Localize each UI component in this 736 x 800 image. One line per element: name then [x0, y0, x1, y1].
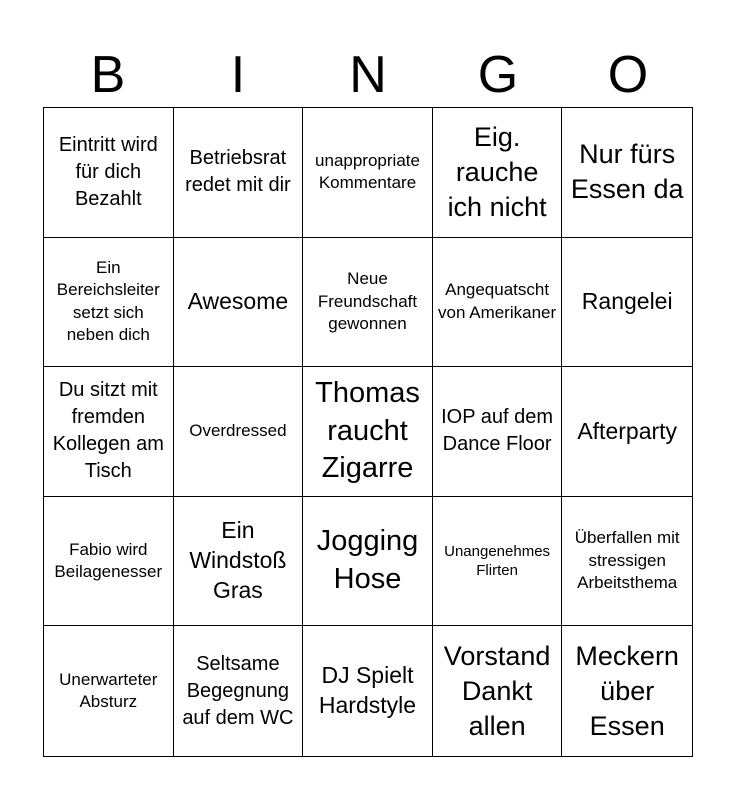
- bingo-cell[interactable]: [562, 367, 692, 497]
- bingo-cell[interactable]: [174, 497, 304, 627]
- header-letter-b: B: [90, 46, 126, 104]
- bingo-cell-text: unappropriate Kommentare: [315, 150, 420, 193]
- bingo-cell-text: Nur fürs Essen da: [570, 139, 684, 205]
- bingo-cell[interactable]: [303, 367, 433, 497]
- bingo-cell-text: Überfallen mit stressigen Arbeitsthema: [574, 528, 680, 593]
- header-letter-g: G: [477, 46, 519, 104]
- bingo-cell-text: Afterparty: [577, 417, 678, 444]
- bingo-cell[interactable]: [562, 626, 692, 756]
- bingo-cell-text: Eig. rauche ich nicht: [447, 121, 547, 222]
- bingo-cell[interactable]: [433, 238, 563, 368]
- bingo-cell-text: Overdressed: [189, 421, 287, 441]
- bingo-cell-text: Unangenehmes Flirten: [444, 542, 551, 580]
- bingo-cell-text: Vorstand Dankt allen: [443, 640, 551, 741]
- bingo-cell-text: DJ Spielt Hardstyle: [318, 662, 417, 719]
- bingo-cell[interactable]: [433, 367, 563, 497]
- bingo-cell[interactable]: [303, 626, 433, 756]
- bingo-cell[interactable]: [433, 626, 563, 756]
- bingo-cell[interactable]: [174, 367, 304, 497]
- bingo-cell-text: Betriebsrat redet mit dir: [185, 147, 291, 197]
- bingo-cell-text: Rangelei: [581, 287, 673, 314]
- bingo-cell-text: Ein Windstoß Gras: [189, 517, 287, 604]
- bingo-cell[interactable]: [562, 108, 692, 238]
- bingo-cell[interactable]: [174, 108, 304, 238]
- bingo-cell[interactable]: [303, 497, 433, 627]
- bingo-cell-text: Angequatscht von Amerikaner: [438, 280, 557, 322]
- bingo-cell[interactable]: [44, 238, 174, 368]
- bingo-cell-text: Eintritt wird für dich Bezahlt: [58, 133, 158, 210]
- bingo-cell-text: Neue Freundschaft gewonnen: [317, 269, 418, 334]
- bingo-cell-text: Jogging Hose: [316, 525, 419, 596]
- bingo-cell[interactable]: [562, 497, 692, 627]
- bingo-cell[interactable]: [433, 108, 563, 238]
- bingo-cell-text: Fabio wird Beilagenesser: [54, 539, 163, 582]
- bingo-cell[interactable]: [174, 626, 304, 756]
- bingo-cell[interactable]: [174, 238, 304, 368]
- bingo-cell[interactable]: [44, 367, 174, 497]
- bingo-cell[interactable]: [303, 238, 433, 368]
- bingo-cell-text: Du sitzt mit fremden Kollegen am Tisch: [52, 379, 164, 483]
- bingo-cell-text: Ein Bereichsleiter setzt sich neben dich: [56, 258, 160, 345]
- bingo-cell-text: Seltsame Begegnung auf dem WC: [182, 652, 294, 729]
- bingo-cell[interactable]: [562, 238, 692, 368]
- bingo-cell[interactable]: [303, 108, 433, 238]
- bingo-cell-text: Meckern über Essen: [575, 640, 679, 741]
- header-letter-n: N: [349, 46, 387, 104]
- bingo-cell[interactable]: [44, 626, 174, 756]
- bingo-header: [43, 42, 693, 108]
- bingo-cell[interactable]: [44, 497, 174, 627]
- header-letter-i: I: [230, 46, 246, 104]
- bingo-cell[interactable]: [44, 108, 174, 238]
- bingo-cell[interactable]: [433, 497, 563, 627]
- bingo-cell-text: Unerwarteter Absturz: [59, 669, 158, 712]
- header-letter-o: O: [607, 46, 649, 104]
- bingo-cell-text: IOP auf dem Dance Floor: [441, 406, 554, 456]
- bingo-cell-text: Thomas raucht Zigarre: [315, 376, 420, 485]
- bingo-board: [43, 107, 693, 757]
- bingo-cell-text: Awesome: [187, 287, 289, 314]
